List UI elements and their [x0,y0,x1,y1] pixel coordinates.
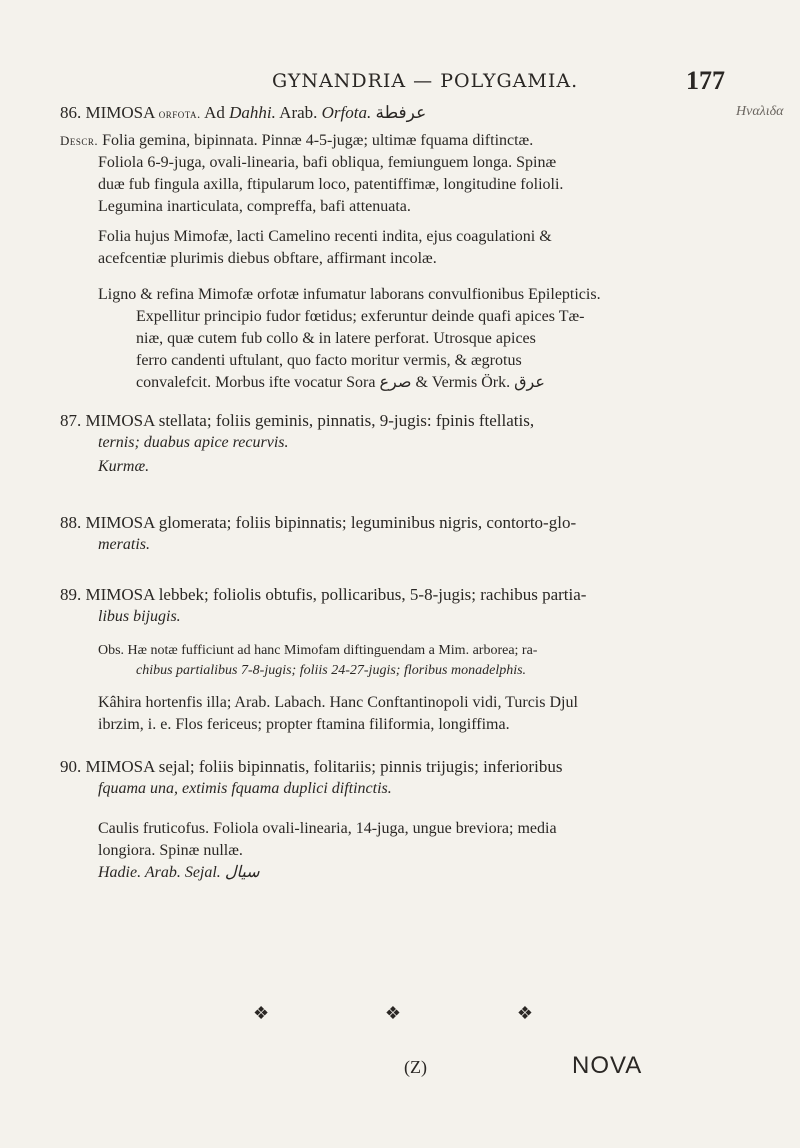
paragraph-line: Folia hujus Mimofæ, lacti Camelino recenti indita, ejus coagulationi & [98,228,552,245]
descr-line: Foliola 6-9-juga, ovali-linearia, bafi obliqua, femiunguem longa. Spinæ [98,154,557,171]
entry-87-line: 87. MIMOSA stellata; foliis geminis, pinnatis, 9-jugis: fpinis ftellatis, [60,411,535,430]
paragraph-line: longiora. Spinæ nullæ. [98,842,243,859]
arabic-script: عرفطة [375,103,427,122]
paragraph-line: convalefcit. Morbus ifte vocatur Sora صرع & Vermis Örk. عرق [136,374,545,391]
descr-line [60,130,750,152]
locality: Dahhi. [229,103,276,122]
descr-label: Descr. [60,133,99,148]
ornament-icon: ❖ [384,1003,402,1024]
genus: MIMOSA [85,103,155,122]
entry-86-heading [60,102,750,125]
entry-89-line: libus bijugis. [98,608,181,625]
entry-87-vernacular: Kurmæ. [98,458,150,475]
ornament-icon: ❖ [253,1003,270,1024]
paragraph-line: ferro candenti uftulant, quo facto moritur vermis, & ægrotus [136,352,522,369]
paragraph-line: niæ, quæ cutem fub collo & in latere perforat. Utrosque apices [136,330,536,347]
species: orfota. [158,106,201,121]
paragraph-line: Expellitur principio fudor fœtidus; exferuntur deinde quafi apices Tæ- [136,308,585,325]
entry-87-line: ternis; duabus apice recurvis. [98,434,289,451]
text: Arab. [275,103,322,122]
text: Folia gemina, bipinnata. Pinnæ 4-5-jugæ; ultimæ fquama diftinctæ. [98,132,534,149]
margin-annotation: Ηναλιδα [736,104,784,119]
page-number: 177 [686,66,725,95]
paragraph-line: Kâhira hortenfis illa; Arab. Labach. Hanc Conftantinopoli vidi, Turcis Djul [98,694,578,711]
ornament-icon: ❖ [516,1003,533,1024]
running-head: GYNANDRIA — POLYGAMIA. [272,70,579,92]
catchword: NOVA [572,1052,643,1079]
entry-88-line: 88. MIMOSA glomerata; foliis bipinnatis; leguminibus nigris, contorto-glo- [60,513,577,532]
paragraph-line: Caulis fruticofus. Foliola ovali-linearia, 14-juga, ungue breviora; media [98,820,557,837]
paragraph-line: acefcentiæ plurimis diebus obftare, affirmant incolæ. [98,250,437,267]
signature-mark: (Z) [404,1057,427,1077]
observation-line: chibus partialibus 7-8-jugis; foliis 24-27-jugis; floribus monadelphis. [136,663,527,678]
paragraph-line: Ligno & refina Mimofæ orfotæ infumatur laborans convulfionibus Epilepticis. [98,286,601,303]
entry-90-line: 90. MIMOSA sejal; foliis bipinnatis, folitariis; pinnis trijugis; inferioribus [60,757,563,776]
paragraph-line: ibrzim, i. e. Flos fericeus; propter ftamina filiformia, longiffima. [98,716,510,733]
entry-90-line: fquama una, extimis fquama duplici diftinctis. [98,780,392,797]
descr-line: Legumina inarticulata, compreffa, bafi attenuata. [98,198,411,215]
entry-89-line: 89. MIMOSA lebbek; foliolis obtufis, pollicaribus, 5-8-jugis; rachibus partia- [60,585,587,604]
observation-line: Obs. Hæ notæ fufficiunt ad hanc Mimofam diftinguendam a Mim. arborea; ra- [98,643,538,658]
entry-88-line: meratis. [98,536,150,553]
descr-line: duæ fub fingula axilla, ftipularum loco, patentiffimæ, longitudine folioli. [98,176,564,193]
ornament-row [253,1003,533,1024]
text: Ad [200,103,230,122]
paragraph-line: Hadie. Arab. Sejal. سيال [98,864,260,881]
vernacular: Orfota. [321,103,372,122]
entry-number: 86. [60,103,82,122]
